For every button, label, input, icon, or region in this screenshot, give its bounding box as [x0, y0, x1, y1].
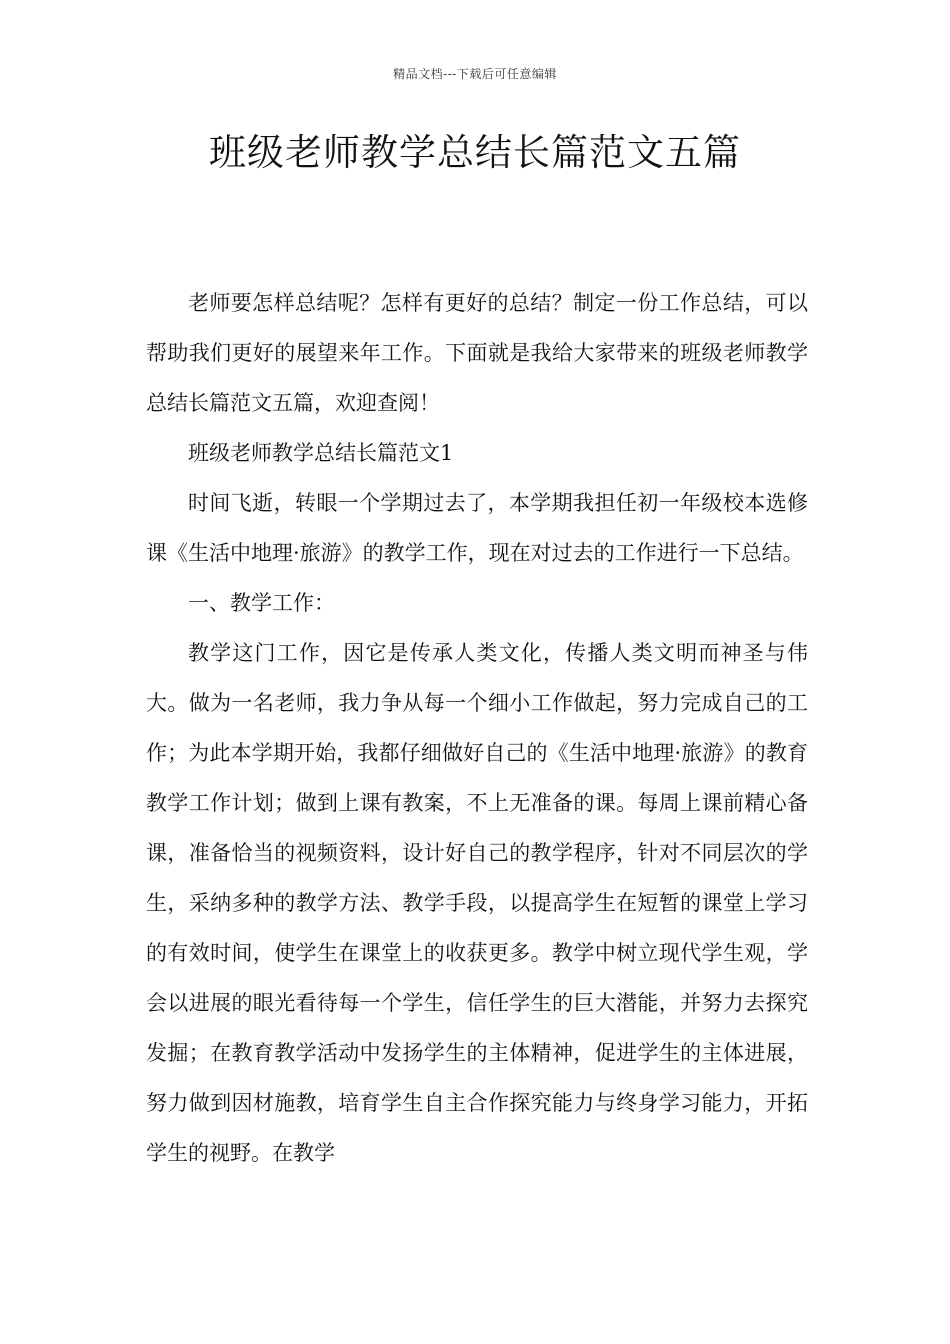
body-paragraph: 时间飞逝，转眼一个学期过去了，本学期我担任初一年级校本选修课《生活中地理·旅游》的教学工作，现在对过去的工作进行一下总结。: [146, 491, 808, 565]
section-heading-teaching-work: 一、教学工作：: [188, 591, 335, 615]
header-note: 精品文档---下载后可任意编辑: [393, 67, 557, 81]
body-paragraph: 教学这门工作，因它是传承人类文化，传播人类文明而神圣与伟大。做为一名老师，我力争从每一个细小工作做起，努力完成自己的工作；为此本学期开始，我都仔细做好自己的《生活中地理·旅游》的教育教学工作计划；做到上课有教案，不上无准备的课。每周上课前精心备课，准备恰当的视频资料，设计好自己的教学程序，针对不同层次的学生，采纳多种的教学方法、教学手段，以提高学生在短暂的课堂上学习的有效时间，使学生在课堂上的收获更多。教学中树立现代学生观，学会以进展的眼光看待每一个学生，信任学生的巨大潜能，并努力去探究发掘；在教育教学活动中发扬学生的主体精神，促进学生的主体进展，努力做到因材施教，培育学生自主合作探究能力与终身学习能力，开拓学生的视野。在教学: [146, 641, 808, 1165]
document-body: [146, 278, 808, 1178]
document-title: 班级老师教学总结长篇范文五篇: [209, 131, 741, 174]
section-heading-sample-1: 班级老师教学总结长篇范文1: [188, 441, 454, 465]
intro-paragraph: 老师要怎样总结呢？怎样有更好的总结？制定一份工作总结，可以帮助我们更好的展望来年工作。下面就是我给大家带来的班级老师教学总结长篇范文五篇，欢迎查阅！: [146, 291, 808, 415]
